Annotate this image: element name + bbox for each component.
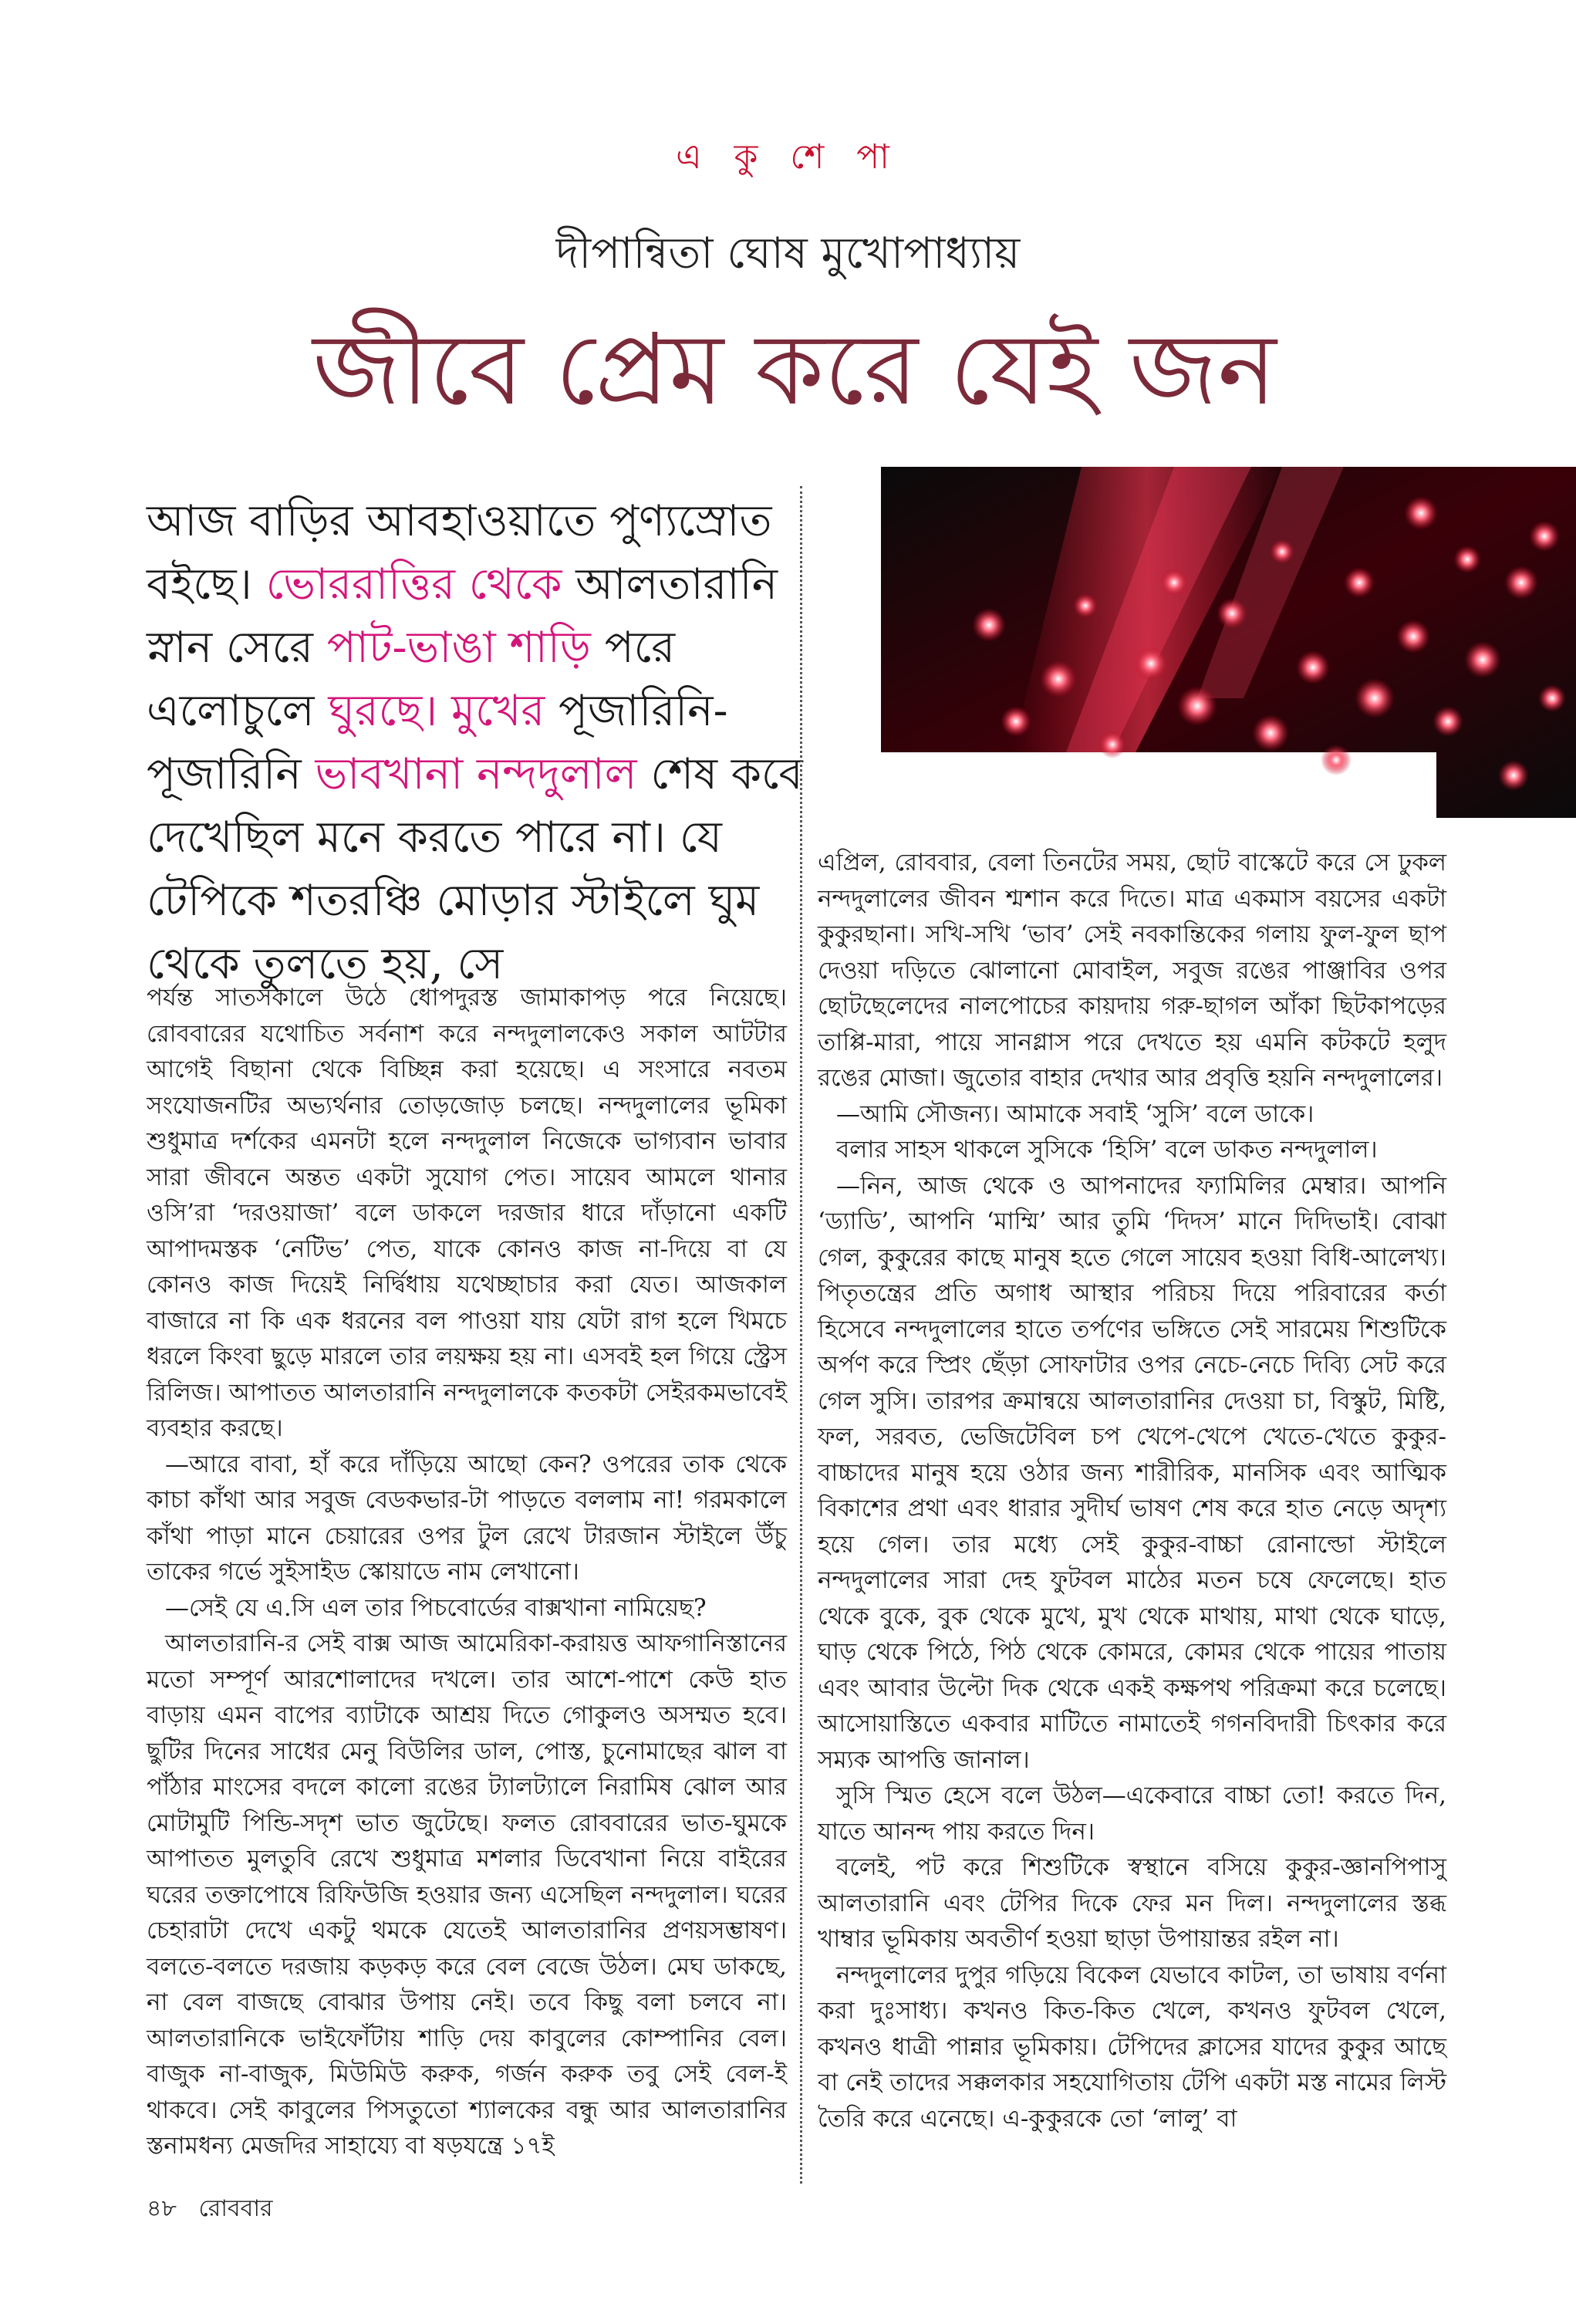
column-divider bbox=[800, 486, 802, 2184]
bokeh-lights-image bbox=[881, 467, 1576, 818]
paragraph: বলেই, পট করে শিশুটিকে স্বস্থানে বসিয়ে কুকুর-জ্ঞানপিপাসু আলতারানি এবং টেপির দিকে ফের মন দিল। নন্দদুলালের স্তব্ধ খাম্বার ভূমিকায় অবতীর্ণ হওয়া ছাড়া উপায়ান্তর রইল না। bbox=[818, 1853, 1446, 1953]
paragraph: —সেই যে এ.সি এল তার পিচবোর্ডের বাক্সখানা নামিয়েছ? bbox=[165, 1593, 707, 1622]
article-title: জীবে প্রেম করে যেই জন bbox=[312, 312, 1277, 427]
paragraph: —আরে বাবা, হাঁ করে দাঁড়িয়ে আছো কেন? ওপরের তাক থেকে কাচা কাঁথা আর সবুজ বেডকভার-টা পাড়তে বললাম না! গরমকালে কাঁথা পাড়া মানে চেয়ারের ওপর টুল রেখে টারজান স্টাইলে উঁচু তাকের গর্ভে সুইসাইড স্কোয়াডে নাম লেখানো। bbox=[147, 1450, 787, 1586]
paragraph: এপ্রিল, রোববার, বেলা তিনটের সময়, ছোট বাস্কেটে করে সে ঢুকল নন্দদুলালের জীবন শ্মশান করে দিতে। মাত্র একমাস বয়সের একটা কুকুরছানা। সখি-সখি ‘ভাব’ সেই নবকান্তিকের গলায় ফুল-ফুল ছাপ দেওয়া দড়িতে ঝোলানো মোবাইল, সবুজ রঙের পাঞ্জাবির ওপর ছোটছেলেদের নালপোচের কায়দায় গরু-ছাগল আঁকা ছিটকাপড়ের তাপ্পি-মারা, পায়ে সানগ্লাস পরে দেখতে হয় এমনি কটকটে হলুদ রঙের মোজা। জুতোর বাহার দেখার আর প্রবৃত্তি হয়নি নন্দদুলালের। bbox=[818, 849, 1446, 1092]
paragraph: পর্যন্ত সাতসকালে উঠে ধোপদুরস্ত জামাকাপড় পরে নিয়েছে। রোববারের যথোচিত সর্বনাশ করে নন্দদুলালকেও সকাল আটটার আগেই বিছানা থেকে বিচ্ছিন্ন করা হয়েছে। এ সংসারে নবতম সংযোজনটির অভ্যর্থনার তোড়জোড় চলছে। নন্দদুলালের ভূমিকা শুধুমাত্র দর্শকের এমনটা হলে নন্দদুলাল নিজেকে ভাগ্যবান ভাবার সারা জীবনে অন্তত একটা সুযোগ পেত। সায়েব আমলে থানার ওসি’রা ‘দরওয়াজা’ বলে ডাকলে দরজার ধারে দাঁড়ানো একটি আপাদমস্তক ‘নেটিভ’ পেত, যাকে কোনও কাজ না-দিয়ে বা যে কোনও কাজ দিয়েই নির্দ্বিধায় যথেচ্ছাচার করা যেত। আজকাল বাজারে না কি এক ধরনের বল পাওয়া যায় যেটা রাগ হলে খিমচে ধরলে কিংবা ছুড়ে মারলে তার লয়ক্ষয় হয় না। এসবই হল গিয়ে স্ট্রেস রিলিজ। আপাতত আলতারানি নন্দদুলালকে কতকটা সেইরকমভাবেই ব্যবহার করছে। bbox=[147, 984, 787, 1442]
page-footer bbox=[147, 2190, 273, 2229]
body-column-left bbox=[147, 980, 787, 2164]
paragraph: —আমি সৌজন্য। আমাকে সবাই ‘সুসি’ বলে ডাকে। bbox=[836, 1100, 1314, 1128]
lead-highlight: ঘুরছে। মুখের bbox=[328, 686, 545, 736]
magazine-name: রোববার bbox=[198, 2195, 273, 2222]
body-column-right bbox=[818, 845, 1446, 2137]
section-label: এ কু শে পা bbox=[676, 137, 900, 177]
lead-text: আলতারানি স্নান সেরে bbox=[147, 559, 778, 673]
lead-text: পূজারিনি-পূজারিনি bbox=[147, 686, 728, 799]
paragraph: বলার সাহস থাকলে সুসিকে ‘হিসি’ বলে ডাকত নন্দদুলাল। bbox=[836, 1136, 1378, 1164]
lead-text: শেষ কবে দেখেছিল মনে করতে পারে না। যে টেপিকে শতরঞ্চি মোড়ার স্টাইলে ঘুম থেকে তুলতে হয়, সে bbox=[147, 749, 803, 989]
lead-paragraph bbox=[147, 490, 810, 996]
paragraph: সুসি স্মিত হেসে বলে উঠল—একেবারে বাচ্চা তো! করতে দিন, যাতে আনন্দ পায় করতে দিন। bbox=[818, 1782, 1446, 1846]
paragraph: নন্দদুলালের দুপুর গড়িয়ে বিকেল যেভাবে কাটল, তা ভাষায় বর্ণনা করা দুঃসাধ্য। কখনও কিত-কিত খেলে, কখনও ফুটবল খেলে, কখনও ধাত্রী পান্নার ভূমিকায়। টেপিদের ক্লাসের যাদের কুকুর আছে বা নেই তাদের সক্কলকার সহযোগিতায় টেপি একটা মস্ত নামের লিস্ট তৈরি করে এনেছে। এ-কুকুরকে তো ‘লালু’ বা bbox=[818, 1961, 1446, 2133]
lead-highlight: ভোররাত্তির থেকে bbox=[265, 559, 562, 610]
paragraph: আলতারানি-র সেই বাক্স আজ আমেরিকা-করায়ত্ত আফগানিস্তানের মতো সম্পূর্ণ আরশোলাদের দখলে। তার আশে-পাশে কেউ হাত বাড়ায় এমন বাপের ব্যাটাকে আশ্রয় দিতে গোকুলও অসম্মত হবে। ছুটির দিনের সাধের মেনু বিউলির ডাল, পোস্ত, চুনোমাছের ঝাল বা পাঁঠার মাংসের বদলে কালো রঙের ট্যালট্যালে নিরামিষ ঝোল আর মোটামুটি পিন্ডি-সদৃশ ভাত জুটেছে। ফলত রোববারের ভাত-ঘুমকে আপাতত মুলতুবি রেখে শুধুমাত্র মশলার ডিবেখানা নিয়ে বাইরের ঘরের তক্তাপোষে রিফিউজি হওয়ার জন্য এসেছিল নন্দদুলাল। ঘরের চেহারাটা দেখে একটু থমকে যেতেই আলতারানির প্রণয়সম্ভাষণ। বলতে-বলতে দরজায় কড়কড় করে বেল বেজে উঠল। মেঘ ডাকছে, না বেল বাজছে বোঝার উপায় নেই। তবে কিছু বলা চলবে না। আলতারানিকে ভাইফোঁটায় শাড়ি দেয় কাবুলের কোম্পানির বেল। বাজুক না-বাজুক, মিউমিউ করুক, গর্জন করুক তবু সেই বেল-ই থাকবে। সেই কাবুলের পিসতুতো শ্যালকের বন্ধু আর আলতারানির স্তনামধন্য মেজদির সাহায্যে বা ষড়যন্ত্রে ১৭ই bbox=[147, 1630, 787, 2160]
lead-highlight: পাট-ভাঙা শাড়ি bbox=[326, 623, 591, 673]
page-number: ৪৮ bbox=[147, 2195, 177, 2222]
lead-highlight: ভাবখানা নন্দদুলাল bbox=[315, 749, 637, 799]
paragraph: —নিন, আজ থেকে ও আপনাদের ফ্যামিলির মেম্বার। আপনি ‘ড্যাডি’, আপনি ‘মাম্মি’ আর তুমি ‘দিদস’ মানে দিদিভাই। বোঝা গেল, কুকুরের কাছে মানুষ হতে গেলে সায়েব হওয়া বিধি-আলেখ্য। পিতৃতন্ত্রের প্রতি অগাধ আস্থার পরিচয় দিয়ে পরিবারের কর্তা হিসেবে নন্দদুলালের হাতে তর্পণের ভঙ্গিতে সেই সারমেয় শিশুটিকে অর্পণ করে স্প্রিং ছেঁড়া সোফাটার ওপর নেচে-নেচে দিব্যি সেট করে গেল সুসি। তারপর ক্রমান্বয়ে আলতারানির দেওয়া চা, বিস্কুট, মিষ্টি, ফল, সরবত, ভেজিটেবিল চপ খেপে-খেপে খেতে-খেতে কুকুর-বাচ্চাদের মানুষ হয়ে ওঠার জন্য শারীরিক, মানসিক এবং আত্মিক বিকাশের প্রথা এবং ধারার সুদীর্ঘ ভাষণ শেষ করে হাত নেড়ে অদৃশ্য হয়ে গেল। তার মধ্যে সেই কুকুর-বাচ্চা রোনাল্ডো স্টাইলে নন্দদুলালের সারা দেহ ফুটবল মাঠের মতন চষে ফেলেছে। হাত থেকে বুকে, বুক থেকে মুখে, মুখ থেকে মাথায়, মাথা থেকে ঘাড়ে, ঘাড় থেকে পিঠে, পিঠ থেকে কোমরে, কোমর থেকে পায়ের পাতায় এবং আবার উল্টো দিক থেকে একই কক্ষপথ পরিক্রমা করে চলেছে। আসোয়াস্তিতে একবার মাটিতে নামাতেই গগনবিদারী চিৎকার করে সম্যক আপত্তি জানাল। bbox=[818, 1171, 1446, 1774]
lead-text: আজ বাড়ির আবহাওয়াতে পুণ্যস্রোত বইছে। bbox=[147, 496, 772, 610]
lead-text: পরে এলোচুলে bbox=[147, 623, 676, 736]
author-byline: দীপান্বিতা ঘোষ মুখোপাধ্যায় bbox=[555, 228, 1021, 279]
